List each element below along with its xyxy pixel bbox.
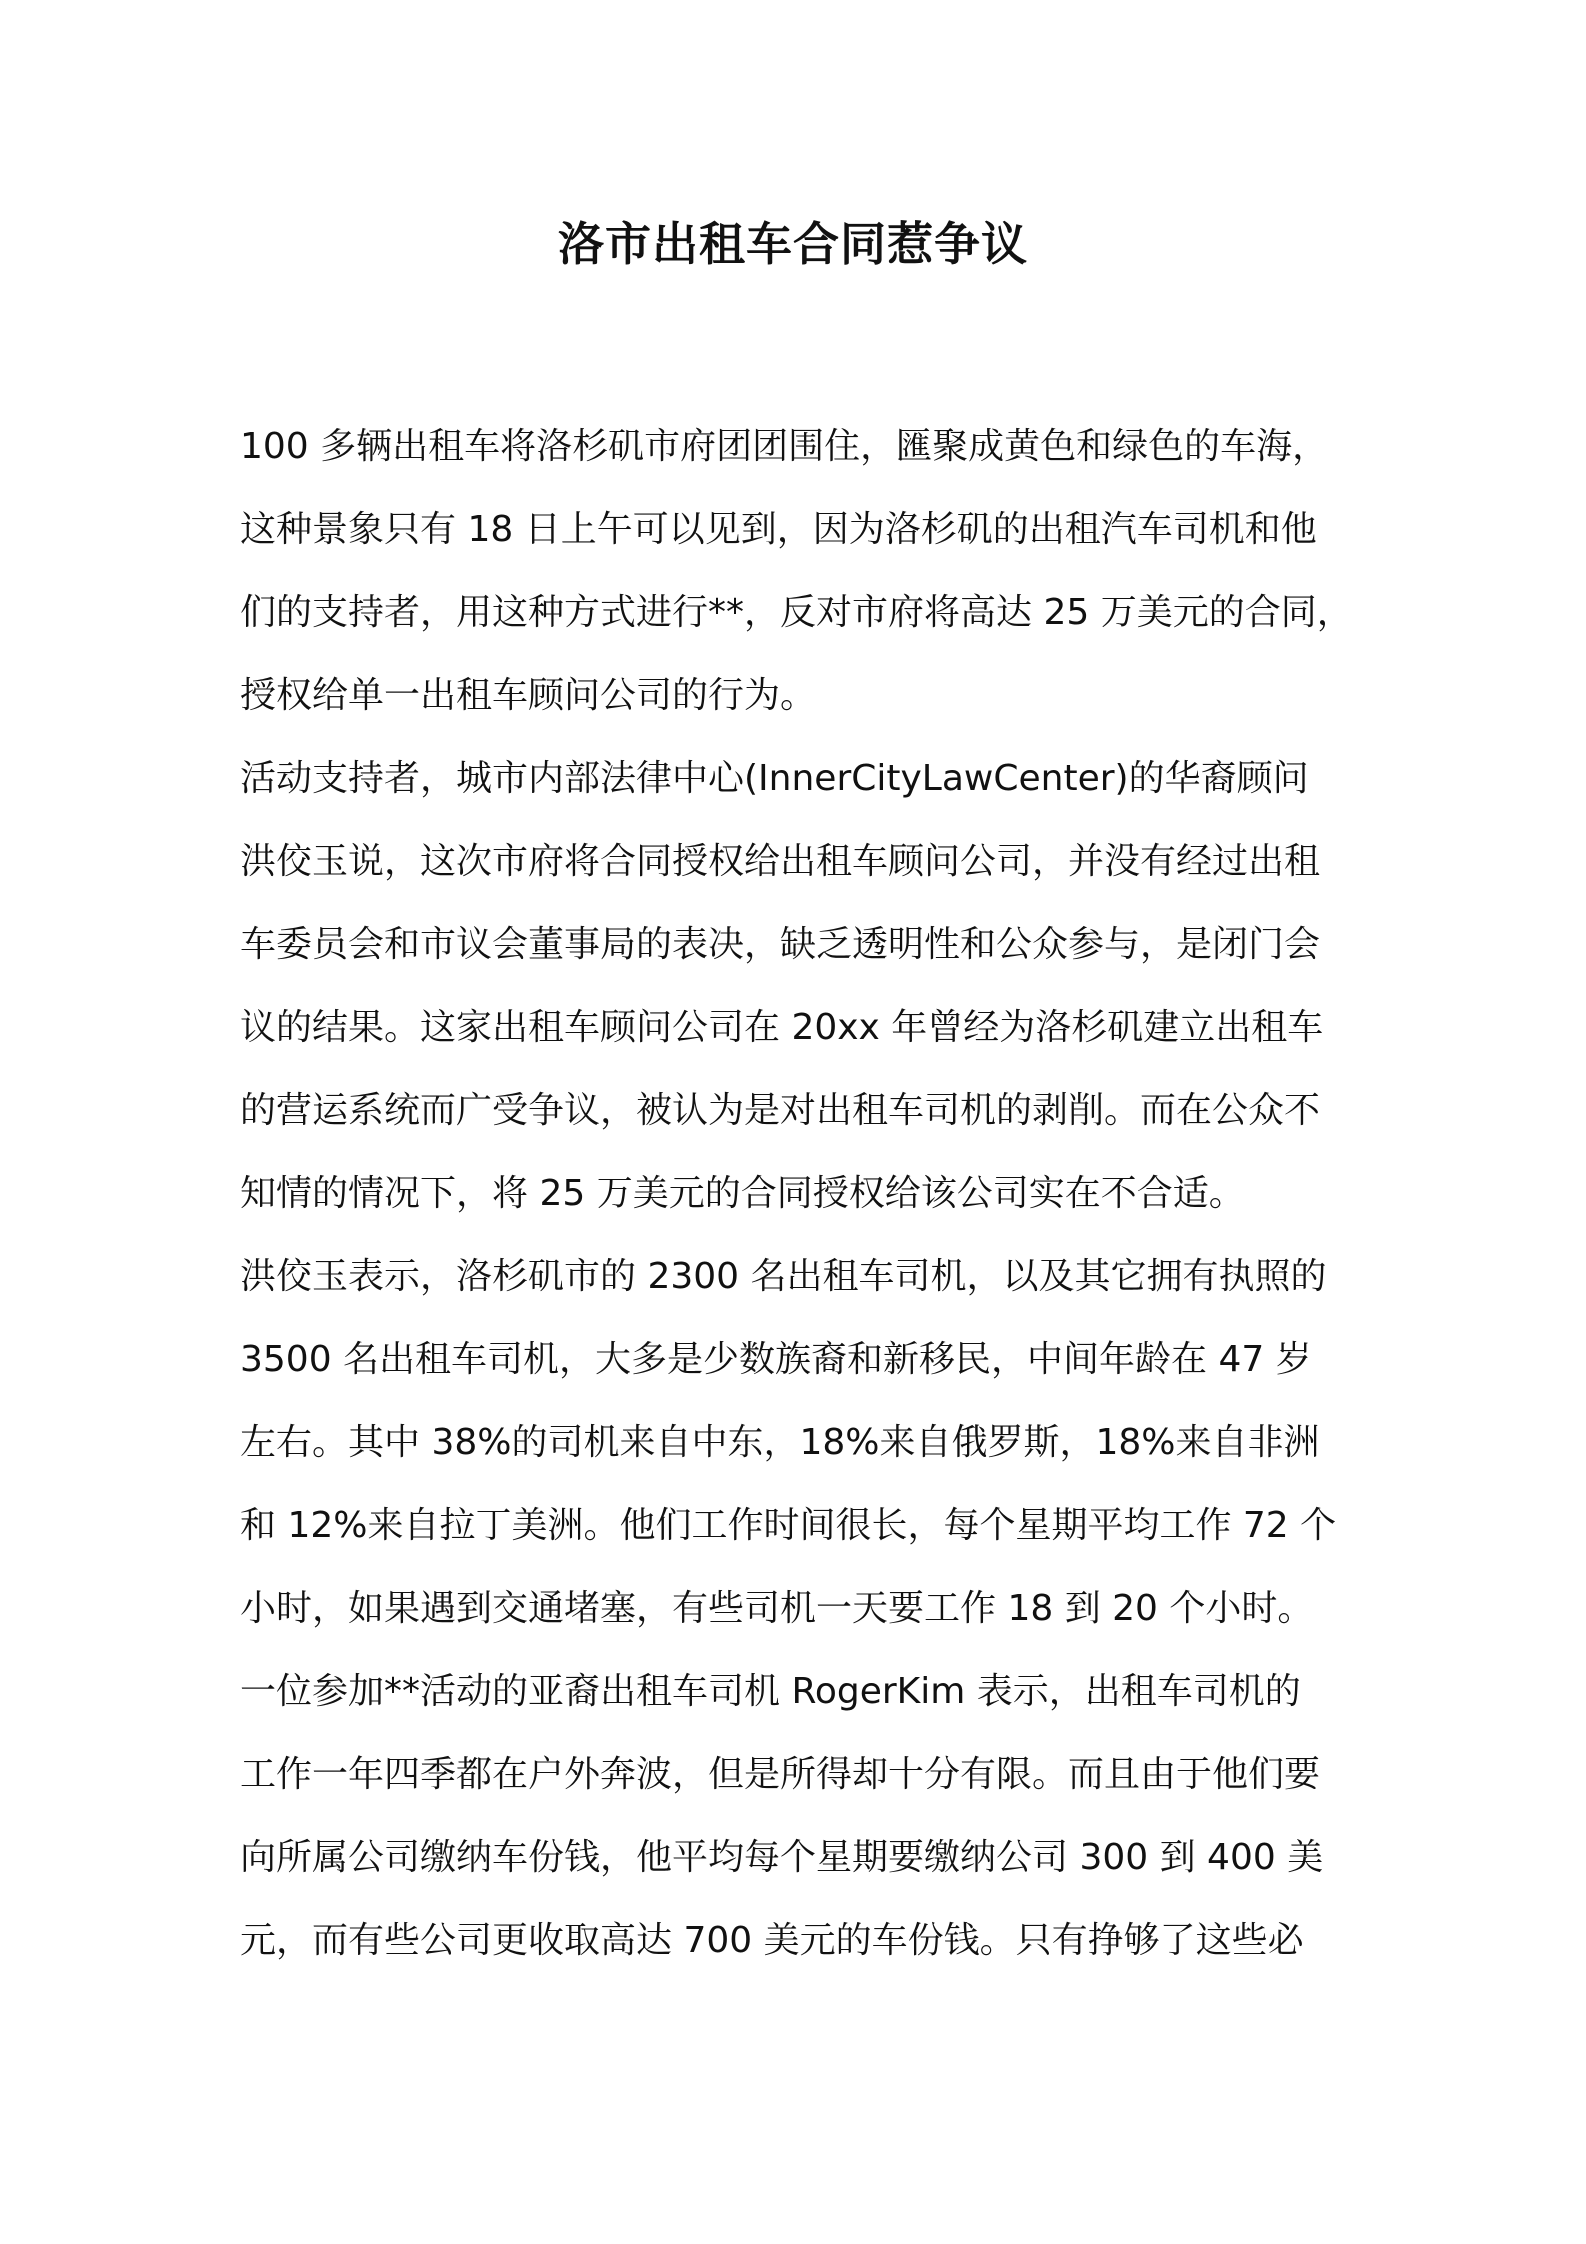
document-title: 洛市出租车合同惹争议 [558,217,1028,271]
document-body [240,405,1360,1982]
text-line: 工作一年四季都在户外奔波，但是所得却十分有限。而且由于他们要 [240,1754,1321,1795]
text-line: 左右。其中 38%的司机来自中东，18%来自俄罗斯，18%来自非洲 [240,1422,1320,1463]
text-line: 向所属公司缴纳车份钱，他平均每个星期要缴纳公司 300 到 400 美 [240,1837,1324,1878]
text-line: 活动支持者，城市内部法律中心(InnerCityLawCenter)的华裔顾问 [240,758,1309,799]
paragraph-2 [240,737,1360,1235]
text-line: 车委员会和市议会董事局的表决，缺乏透明性和公众参与，是闭门会 [240,924,1321,965]
text-line: 小时，如果遇到交通堵塞，有些司机一天要工作 18 到 20 个小时。 [240,1588,1314,1629]
text-line: 洪佼玉说，这次市府将合同授权给出租车顾问公司，并没有经过出租 [240,841,1321,882]
text-line: 一位参加**活动的亚裔出租车司机 RogerKim 表示，出租车司机的 [240,1671,1301,1712]
text-line: 的营运系统而广受争议，被认为是对出租车司机的剥削。而在公众不 [240,1090,1321,1131]
text-line: 议的结果。这家出租车顾问公司在 20xx 年曾经为洛杉矶建立出租车 [240,1007,1324,1048]
text-line: 洪佼玉表示，洛杉矶市的 2300 名出租车司机，以及其它拥有执照的 [240,1256,1327,1297]
text-line: 这种景象只有 18 日上午可以见到，因为洛杉矶的出租汽车司机和他 [240,509,1317,550]
text-line: 和 12%来自拉丁美洲。他们工作时间很长，每个星期平均工作 72 个 [240,1505,1337,1546]
text-line: 3500 名出租车司机，大多是少数族裔和新移民，中间年龄在 47 岁 [240,1339,1312,1380]
text-line: 们的支持者，用这种方式进行**，反对市府将高达 25 万美元的合同， [240,592,1353,633]
paragraph-4 [240,1650,1360,1982]
text-line: 授权给单一出租车顾问公司的行为。 [240,675,817,716]
paragraph-1 [240,405,1360,737]
text-line: 元，而有些公司更收取高达 700 美元的车份钱。只有挣够了这些必 [240,1920,1304,1961]
text-line: 100 多辆出租车将洛杉矶市府团团围住，匯聚成黄色和绿色的车海， [240,426,1329,467]
paragraph-3 [240,1235,1360,1650]
text-line: 知情的情况下，将 25 万美元的合同授权给该公司实在不合适。 [240,1173,1245,1214]
